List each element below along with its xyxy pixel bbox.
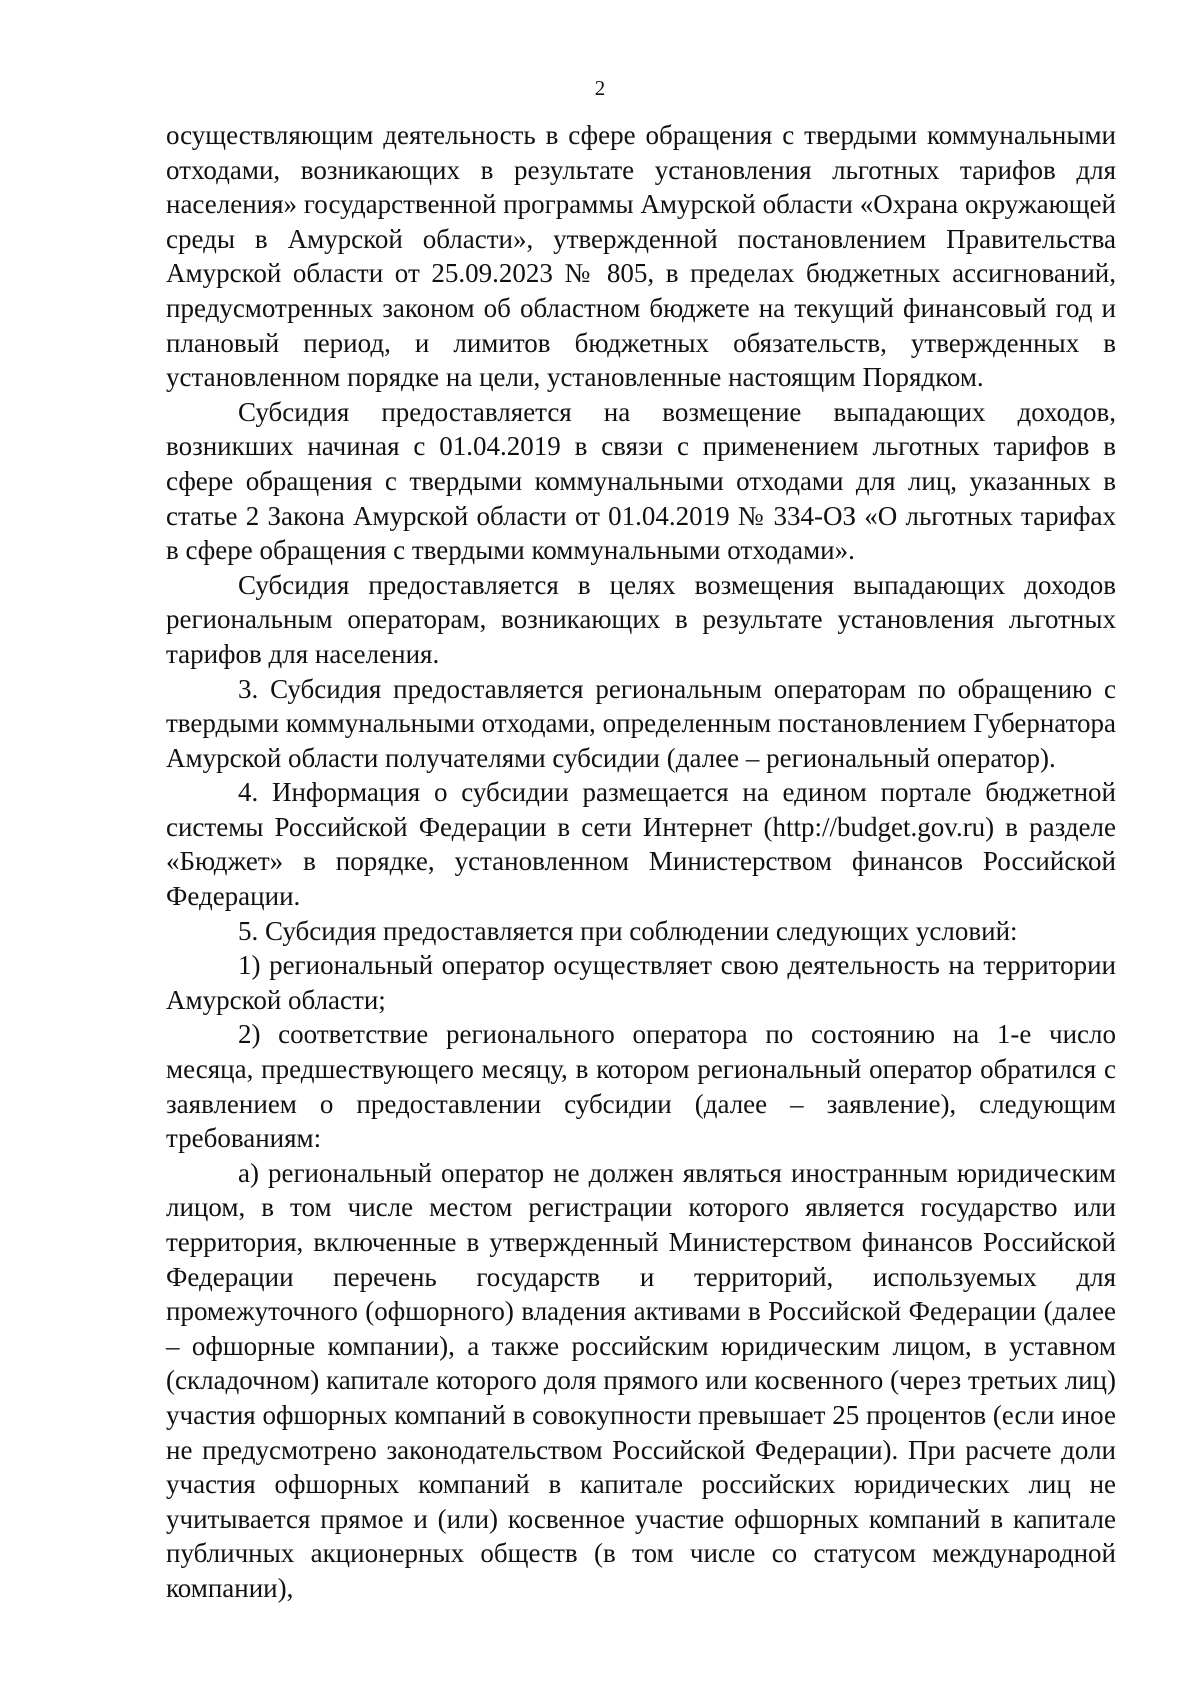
paragraph-subsidy-purpose: Субсидия предоставляется в целях возмещения выпадающих доходов региональным операторам, возникающих в результате установления льготных тарифов для населения. (166, 569, 1116, 669)
paragraph-requirement-a: а) региональный оператор не должен являться иностранным юридическим лицом, в том числе местом регистрации которого является государство или территория, включенные в утвержденный Министерством финансов Российской Федерации перечень государств и территорий, используемых для промежуточного (офшорного) владения активами в Российской Федерации (далее – офшорные компании), а также российским юридическим лицом, в уставном (складочном) капитале которого доля прямого или косвенного (через третьих лиц) участия офшорных компаний в совокупности превышает 25 процентов (если иное не предусмотрено законодательством Российской Федерации). При расчете доли участия офшорных компаний в капитале российских юридических лиц не учитывается прямое и (или) косвенное участие офшорных компаний в капитале публичных акционерных обществ (в том числе со статусом международной компании), (166, 1157, 1116, 1603)
paragraph-item-3: 3. Субсидия предоставляется региональным операторам по обращению с твердыми коммунальными отходами, определенным постановлением Губернатора Амурской области получателями субсидии (далее – региональный оператор). (166, 673, 1116, 773)
paragraph-continuation: осуществляющим деятельность в сфере обращения с твердыми коммунальными отходами, возникающих в результате установления льготных тарифов для населения» государственной программы Амурской области «Охрана окружающей среды в Амурской области», утвержденной постановлением Правительства Амурской области от 25.09.2023 № 805, в пределах бюджетных ассигнований, предусмотренных законом об областном бюджете на текущий финансовый год и плановый период, и лимитов бюджетных обязательств, утвержденных в установленном порядке на цели, установленные настоящим Порядком. (166, 120, 1116, 393)
document-body (166, 118, 1116, 1606)
paragraph-condition-2: 2) соответствие регионального оператора по состоянию на 1-е число месяца, предшествующего месяцу, в котором региональный оператор обратился с заявлением о предоставлении субсидии (далее – заявление), следующим требованиям: (166, 1019, 1116, 1154)
paragraph-condition-1: 1) региональный оператор осуществляет свою деятельность на территории Амурской области; (166, 950, 1116, 1015)
paragraph-item-4: 4. Информация о субсидии размещается на едином портале бюджетной системы Российской Федерации в сети Интернет (http://budget.gov.ru) в разделе «Бюджет» в порядке, установленном Министерством финансов Российской Федерации. (166, 777, 1116, 912)
paragraph-item-5: 5. Субсидия предоставляется при соблюдении следующих условий: (238, 915, 1018, 946)
paragraph-subsidy-compensation: Субсидия предоставляется на возмещение выпадающих доходов, возникших начиная с 01.04.2019 в связи с применением льготных тарифов в сфере обращения с твердыми коммунальными отходами для лиц, указанных в статье 2 Закона Амурской области от 01.04.2019 № 334-ОЗ «О льготных тарифах в сфере обращения с твердыми коммунальными отходами». (166, 396, 1116, 566)
page-number: 2 (594, 76, 606, 100)
